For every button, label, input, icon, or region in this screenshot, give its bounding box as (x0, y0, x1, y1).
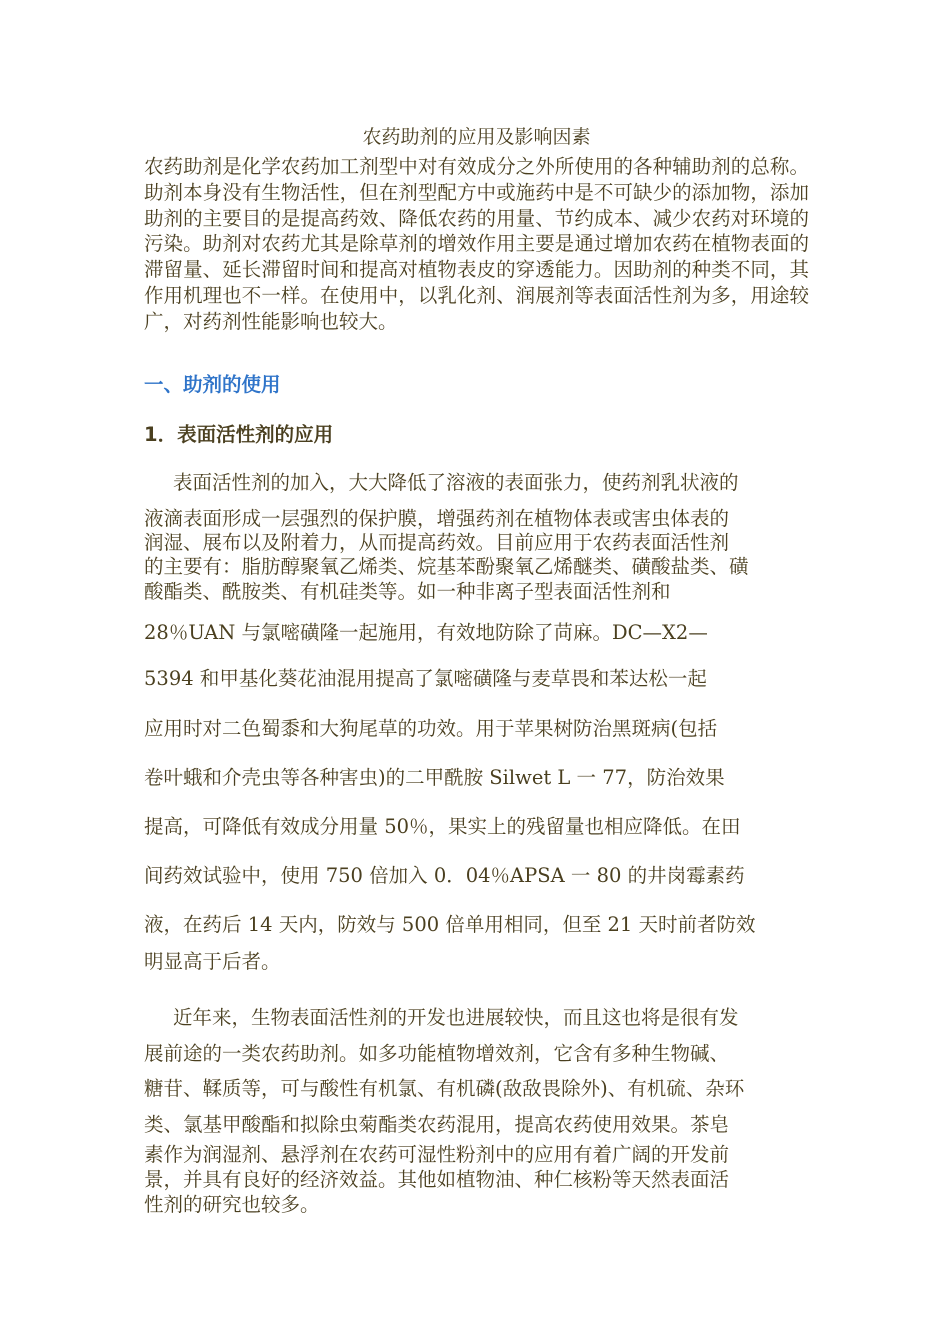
document-title: 农药助剂的应用及影响因素 (362, 126, 591, 148)
paragraph-line: 的主要有：脂肪醇聚氧乙烯类、烷基苯酚聚氧乙烯醚类、磺酸盐类、磺 (144, 555, 749, 578)
paragraph-line: 5394 和甲基化葵花油混用提高了氯嘧磺隆与麦草畏和苯达松一起 (144, 667, 707, 690)
paragraph-line: 景，并具有良好的经济效益。其他如植物油、种仁核粉等天然表面活 (144, 1168, 730, 1191)
paragraph-line: 展前途的一类农药助剂。如多功能植物增效剂，它含有多种生物碱、 (144, 1042, 730, 1065)
paragraph-line: 表面活性剂的加入，大大降低了溶液的表面张力，使药剂乳状液的 (173, 471, 739, 494)
paragraph-line: 液，在药后 14 天内，防效与 500 倍单用相同，但至 21 天时前者防效 (144, 913, 756, 936)
intro-paragraph: 农药助剂是化学农药加工剂型中对有效成分之外所使用的各种辅助剂的总称。助剂本身没有生物活性，但在剂型配方中或施药中是不可缺少的添加物，添加助剂的主要目的是提高药效、降低农药的用量、节约成本、减少农药对环境的污染。助剂对农药尤其是除草剂的增效作用主要是通过增加农药在植物表面的滞留量、延长滞留时间和提高对植物表皮的穿透能力。因助剂的种类不同，其作用机理也不一样。在使用中，以乳化剂、润展剂等表面活性剂为多，用途较广，对药剂性能影响也较大。 (144, 155, 809, 333)
subsection-heading: 1．表面活性剂的应用 (144, 423, 334, 446)
paragraph-bio-surfactant (144, 1005, 809, 1218)
paragraph-line: 28％UAN 与氯嘧磺隆一起施用，有效地防除了苘麻。DC—X2— (144, 621, 708, 644)
paragraph-line: 类、氯基甲酸酯和拟除虫菊酯类农药混用，提高农药使用效果。茶皂 (144, 1113, 730, 1136)
paragraph-surfactant-application (144, 470, 809, 975)
paragraph-line: 素作为润湿剂、悬浮剂在农药可湿性粉剂中的应用有着广阔的开发前 (144, 1143, 730, 1166)
paragraph-line: 性剂的研究也较多。 (144, 1193, 320, 1216)
paragraph-line: 应用时对二色蜀黍和大狗尾草的功效。用于苹果树防治黑斑病(包括 (144, 717, 718, 740)
paragraph-line: 间药效试验中，使用 750 倍加入 0．04％APSA 一 80 的井岗霉素药 (144, 864, 745, 887)
paragraph-line: 液滴表面形成一层强烈的保护膜，增强药剂在植物体表或害虫体表的 (144, 507, 730, 530)
paragraph-line: 明显高于后者。 (144, 950, 281, 973)
paragraph-line: 酸酯类、酰胺类、有机硅类等。如一种非离子型表面活性剂和 (144, 580, 671, 603)
paragraph-line: 卷叶蛾和介壳虫等各种害虫)的二甲酰胺 Silwet L 一 77，防治效果 (144, 766, 725, 789)
paragraph-line: 近年来，生物表面活性剂的开发也进展较快，而且这也将是很有发 (173, 1006, 739, 1029)
paragraph-line: 糖苷、鞣质等，可与酸性有机氯、有机磷(敌敌畏除外)、有机硫、杂环 (144, 1077, 745, 1100)
section-heading: 一、助剂的使用 (144, 373, 281, 396)
paragraph-line: 润湿、展布以及附着力，从而提高药效。目前应用于农药表面活性剂 (144, 531, 730, 554)
paragraph-line: 提高，可降低有效成分用量 50％，果实上的残留量也相应降低。在田 (144, 815, 741, 838)
